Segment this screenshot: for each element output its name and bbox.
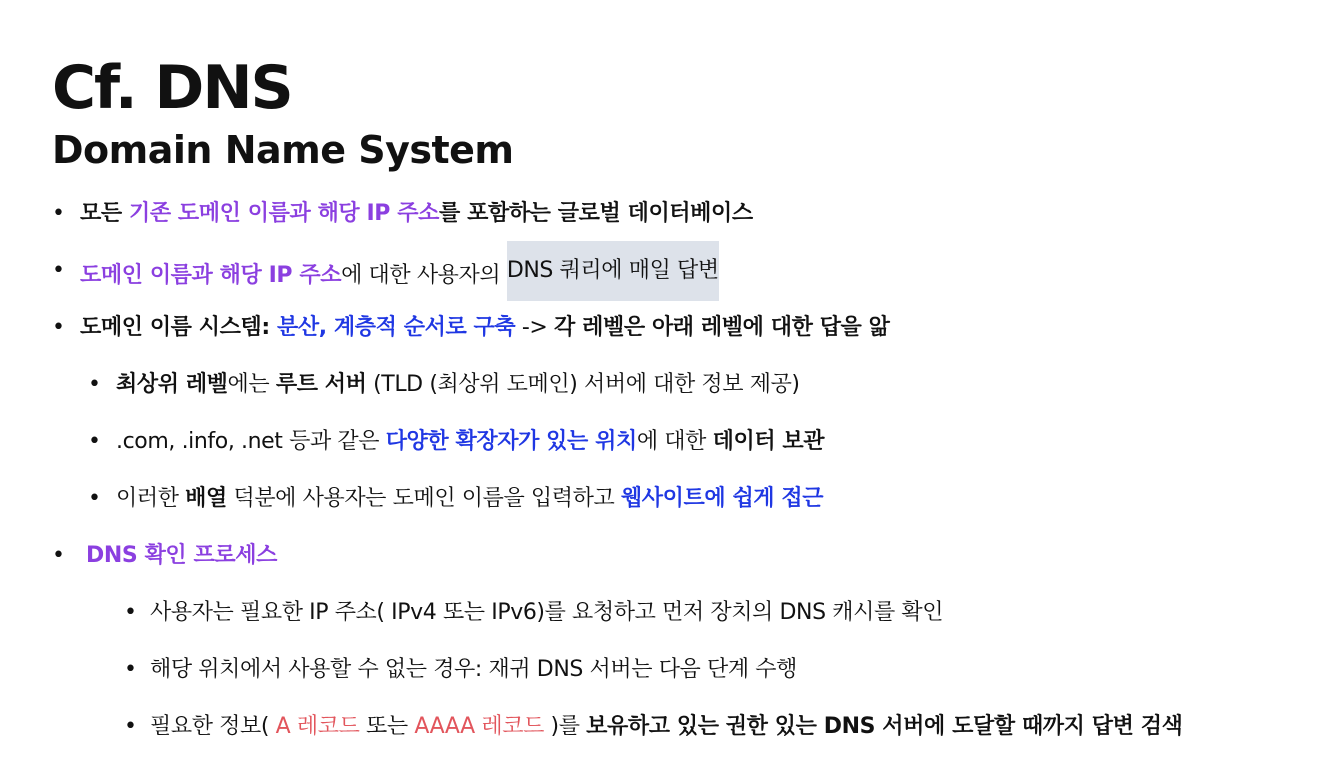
bullet-dot: • — [88, 486, 101, 511]
bullet-dot: • — [52, 315, 65, 340]
bullet-dot: • — [124, 714, 137, 739]
bullet-dot: • — [52, 543, 65, 568]
page-subtitle: Domain Name System — [52, 128, 514, 172]
text-highlight: DNS 쿼리에 매일 답변 — [507, 241, 719, 301]
bullet-dot: • — [88, 429, 101, 454]
page-title: Cf. DNS — [52, 53, 292, 123]
bullet-dot: • — [88, 372, 101, 397]
bullet-dot: • — [124, 657, 137, 682]
bullet-dot: • — [124, 600, 137, 625]
bullet-dot: • — [52, 201, 65, 226]
bullet-dot: • — [52, 258, 65, 283]
